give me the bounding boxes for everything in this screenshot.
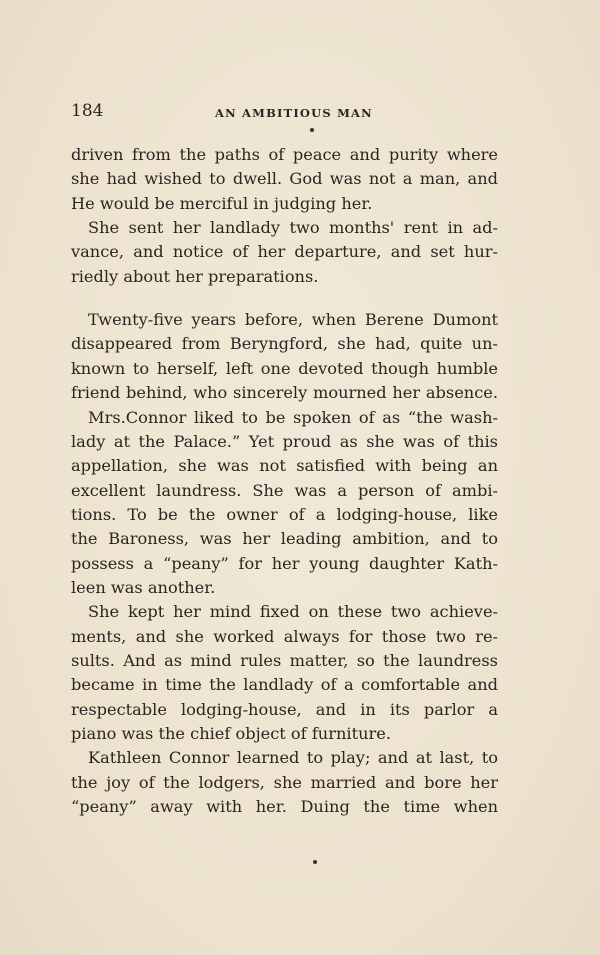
text-line: appellation, she was not satisfied with being an	[71, 456, 498, 476]
ink-speck-top	[310, 128, 314, 132]
text-line: became in time the landlady of a comfortable and	[71, 675, 498, 695]
text-line: Kathleen Connor learned to play; and at last, to	[88, 748, 498, 768]
text-line: piano was the chief object of furniture.	[71, 724, 391, 744]
text-line: Mrs.Connor liked to be spoken of as “the wash-	[88, 407, 498, 427]
running-title: AN AMBITIOUS MAN	[215, 106, 373, 120]
text-line: disappeared from Beryngford, she had, quite un-	[71, 334, 498, 354]
text-line: Twenty-five years before, when Berene Dumont	[88, 310, 498, 330]
text-line: the joy of the lodgers, she married and bore her	[71, 772, 498, 792]
text-line: sults. And as mind rules matter, so the laundress	[71, 651, 498, 670]
text-line: leen was another.	[71, 577, 216, 597]
text-line: “peany” away with her. Duing the time when	[71, 797, 498, 817]
text-line: driven from the paths of peace and purity where	[71, 145, 498, 164]
text-line: She sent her landlady two months' rent in ad-	[88, 218, 498, 238]
text-line: vance, and notice of her departure, and set hur-	[71, 242, 498, 262]
page-number: 184	[71, 101, 104, 121]
text-line: She kept her mind fixed on these two achieve-	[88, 602, 498, 622]
text-line: excellent laundress. She was a person of ambi-	[71, 480, 498, 500]
ink-speck-bottom	[313, 860, 317, 864]
text-line: known to herself, left one devoted though humble	[71, 358, 498, 378]
text-line: He would be merciful in judging her.	[71, 193, 373, 213]
text-line: lady at the Palace.” Yet proud as she was of this	[71, 431, 498, 451]
text-line: the Baroness, was her leading ambition, and to	[71, 529, 498, 549]
text-line: possess a “peany” for her young daughter Kath-	[71, 553, 498, 573]
text-line: ments, and she worked always for those two re-	[71, 626, 498, 646]
text-line: tions. To be the owner of a lodging-house, like	[71, 504, 498, 524]
text-line: she had wished to dwell. God was not a man, and	[71, 169, 498, 189]
text-line: riedly about her preparations.	[71, 266, 319, 286]
text-line: respectable lodging-house, and in its parlor a	[71, 699, 498, 719]
text-line: friend behind, who sincerely mourned her absence.	[71, 383, 498, 403]
